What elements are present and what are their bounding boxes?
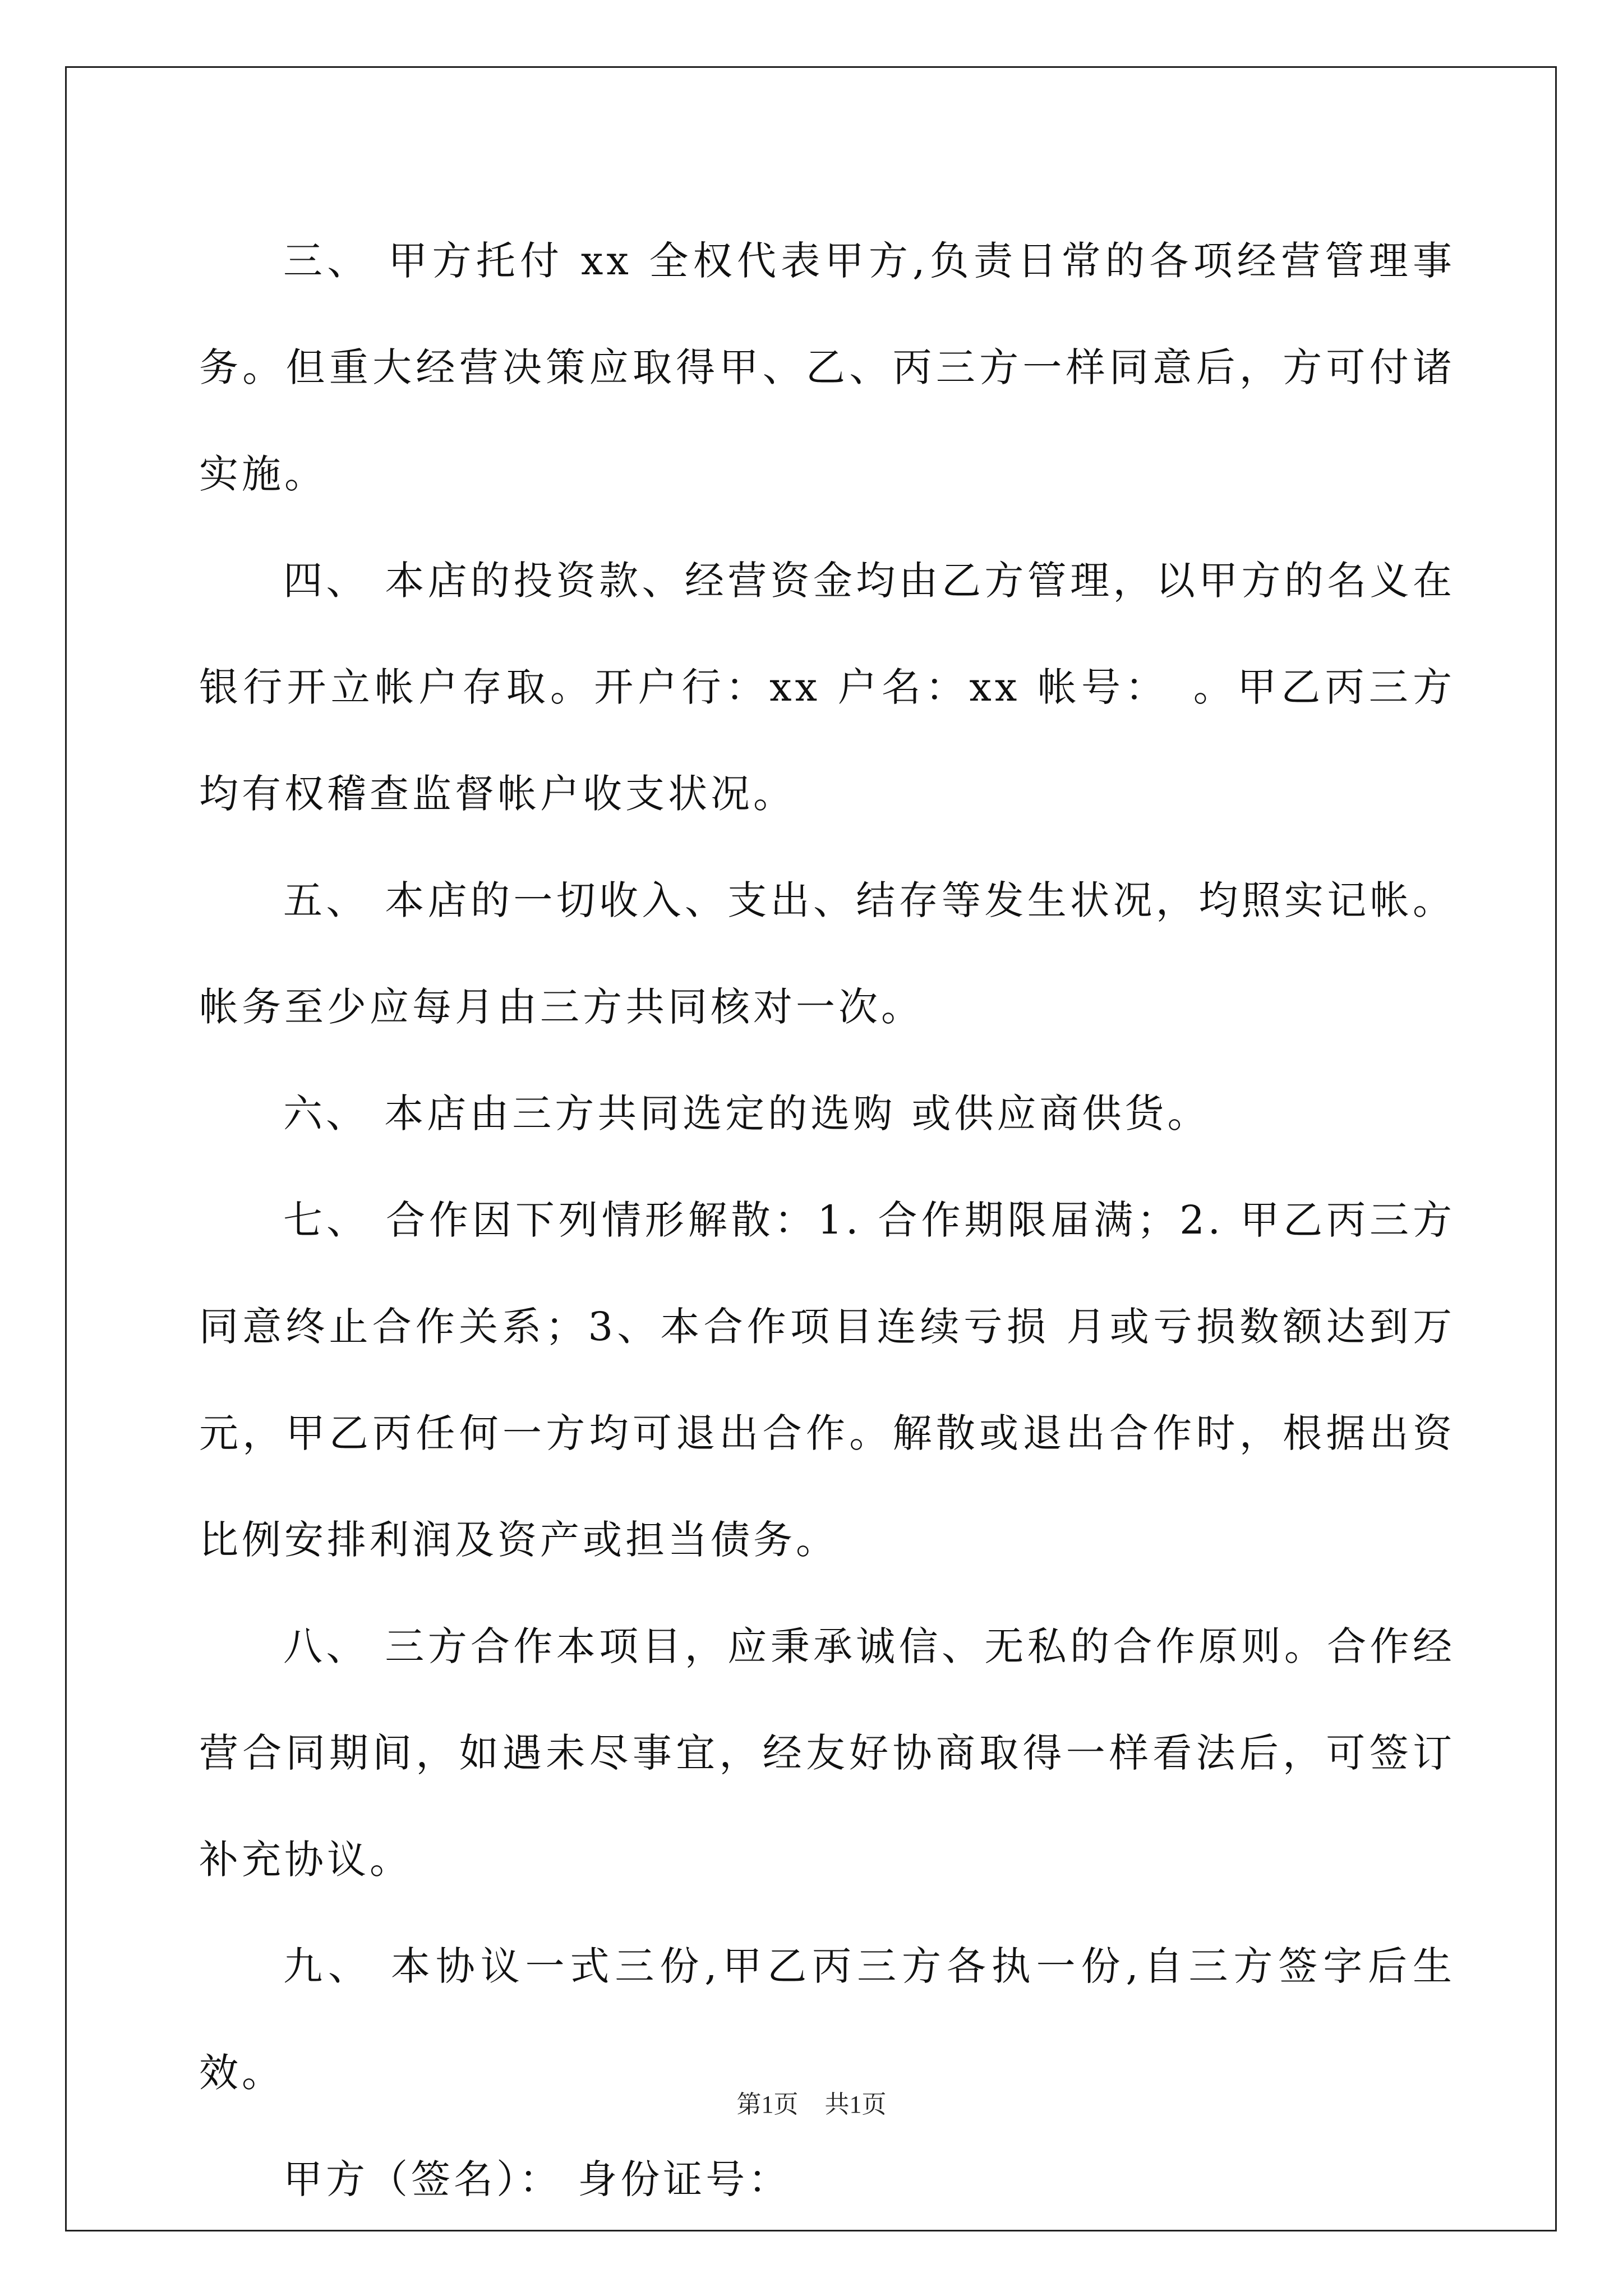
clause-6: 六、 本店由三方共同选定的选购 或供应商供货。 (283, 1091, 1210, 1137)
page-number-current: 第1页 (736, 2091, 799, 2118)
clause-7: 七、 合作因下列情形解散：1. 合作期限届满；2. 甲乙丙三方同意终止合作关系；3、本合作项目连续亏损 月或亏损数额达到万元，甲乙丙任何一方均可退出合作。解散或退出合作时，根据出资比例安排利润及资产或担当债务。 (199, 1197, 1455, 1563)
clause-9: 九、 本协议一式三份,甲乙丙三方各执一份,自三方签字后生效。 (199, 1943, 1455, 2096)
page-number-total: 共1页 (824, 2091, 887, 2118)
clause-3: 三、 甲方托付 xx 全权代表甲方,负责日常的各项经营管理事务。但重大经营决策应取得甲、乙、丙三方一样同意后，方可付诸实施。 (199, 238, 1455, 497)
clause-4: 四、 本店的投资款、经营资金均由乙方管理，以甲方的名义在银行开立帐户存取。开户行：xx 户名：xx 帐号： 。甲乙丙三方均有权稽查监督帐户收支状况。 (199, 558, 1455, 817)
signature-line-party-a: 甲方（签名）： 身份证号： (283, 2156, 791, 2202)
clause-8: 八、 三方合作本项目，应秉承诚信、无私的合作原则。合作经营合同期间，如遇未尽事宜，经友好协商取得一样看法后，可签订补充协议。 (199, 1623, 1455, 1883)
document-body (199, 208, 1455, 2233)
clause-5: 五、 本店的一切收入、支出、结存等发生状况，均照实记帐。帐务至少应每月由三方共同核对一次。 (199, 877, 1455, 1030)
page-footer (0, 2088, 1623, 2122)
